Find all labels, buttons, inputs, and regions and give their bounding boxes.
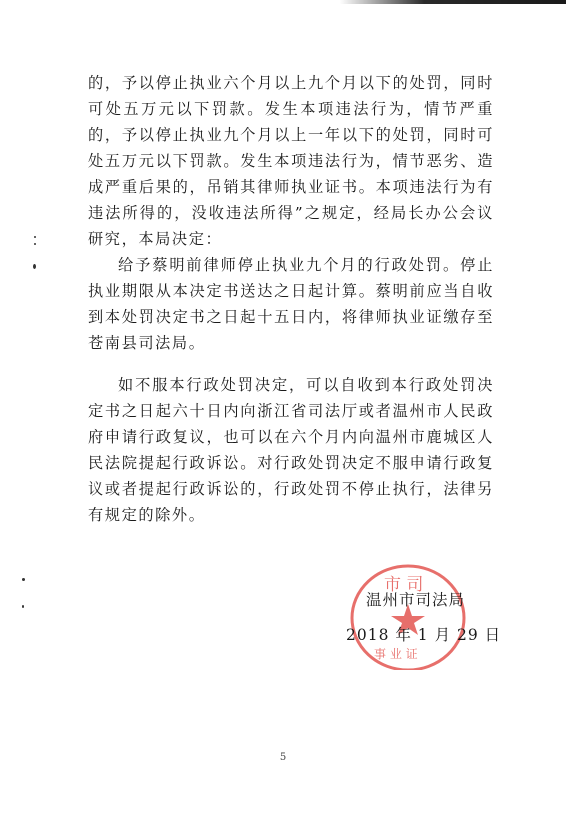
page-number: 5: [279, 752, 287, 763]
official-seal: [342, 560, 474, 670]
scan-speck: [22, 605, 24, 608]
scan-speck: [22, 578, 25, 581]
paragraph-regulation-citation: 的，予以停止执业六个月以上九个月以下的处罚，同时可处五万元以下罚款。发生本项违法行为，情节严重的，予以停止执业九个月以上一年以下的处罚，同时可处五万元以下罚款。发生本项违法行为，情节恶劣、造成严重后果的，吊销其律师执业证书。本项违法行为有违法所得的，没收违法所得”之规定，经局长办公会议研究，本局决定：: [88, 74, 494, 248]
scan-speck: [34, 236, 36, 238]
issuing-authority: 温州市司法局: [366, 591, 466, 609]
paragraph-penalty-decision: 给予蔡明前律师停止执业九个月的行政处罚。停止执业期限从本决定书送达之日起计算。蔡明前应当自收到本处罚决定书之日起十五日内，将律师执业证缴存至苍南县司法局。: [88, 256, 494, 352]
scan-top-edge: [0, 0, 566, 4]
document-body: [88, 70, 494, 528]
scan-speck: [34, 243, 36, 245]
scan-speck: [33, 264, 36, 269]
seal-text-top: 市 司: [384, 575, 424, 595]
seal-text-bottom: 事 业 证: [374, 647, 418, 661]
paragraph-appeal-rights: 如不服本行政处罚决定，可以自收到本行政处罚决定书之日起六十日内向浙江省司法厅或者温州市人民政府申请行政复议，也可以在六个月内向温州市鹿城区人民法院提起行政诉讼。对行政处罚决定不服申请行政复议或者提起行政诉讼的，行政处罚不停止执行，法律另有规定的除外。: [88, 376, 494, 524]
issue-date: 2018 年 1 月 29 日: [346, 626, 502, 644]
